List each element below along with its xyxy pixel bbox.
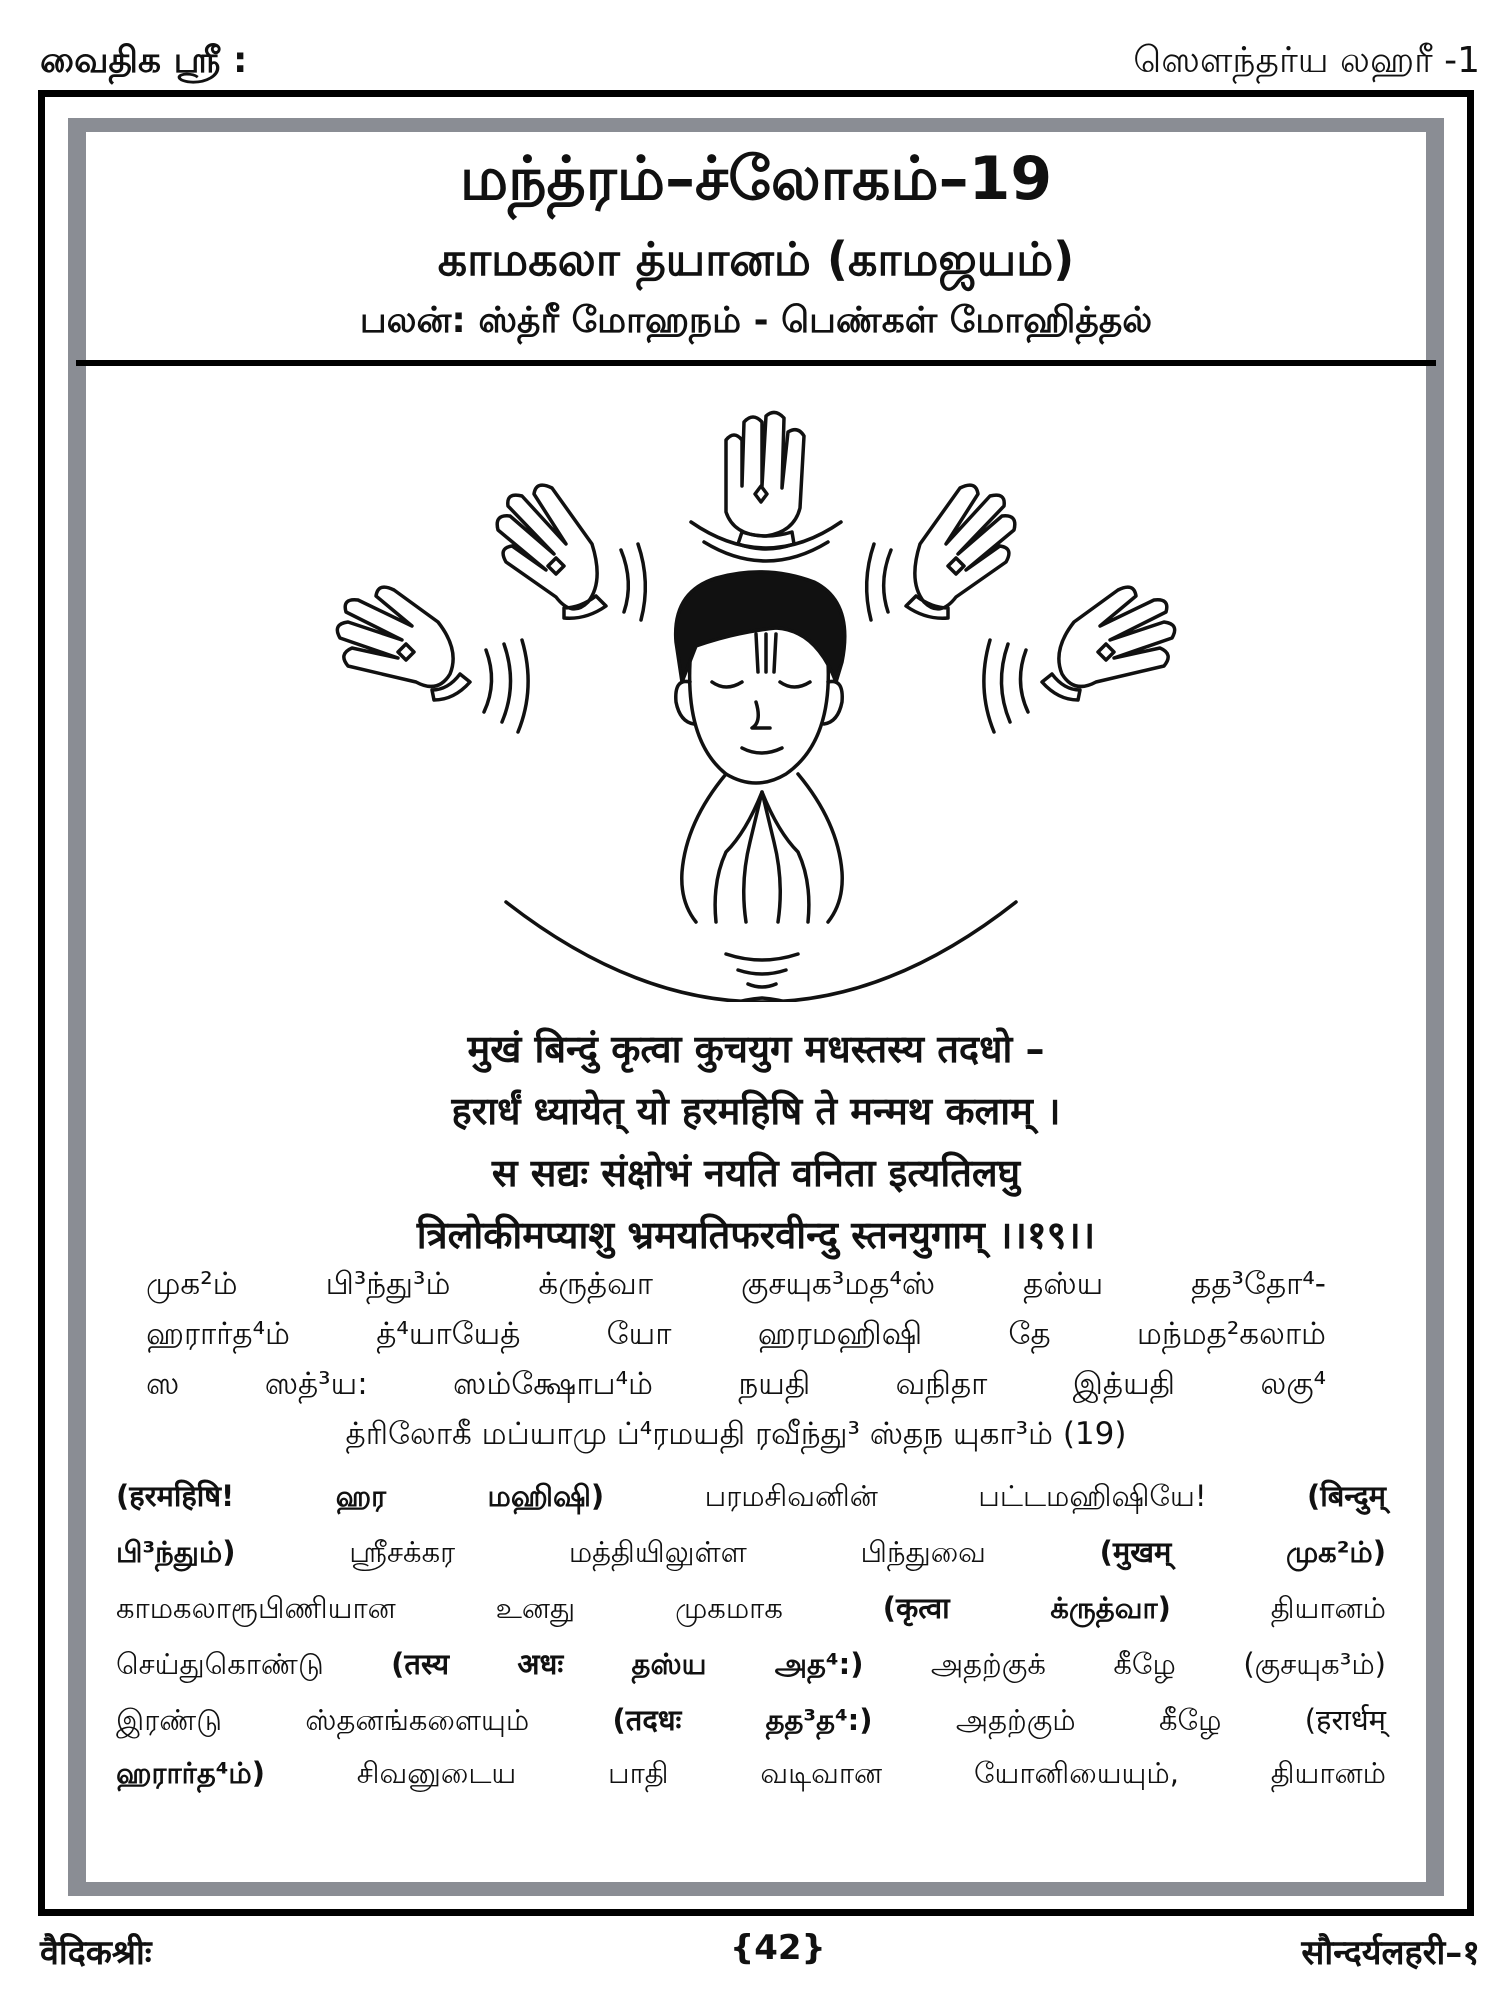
running-footer-left: वैदिकश्रीः <box>40 1933 152 1973</box>
commentary-line: (हरमहिषि! ஹர மஹிஷி) பரமசிவனின் பட்டமஹிஷியே! (बिन्दुम् <box>116 1479 1387 1513</box>
transliteration-line-3: ஸ ஸத்³ய: ஸம்க்ஷோப⁴ம் நயதி வநிதா இத்யதி லகு⁴ <box>146 1366 1326 1402</box>
commentary-line: இரண்டு ஸ்தனங்களையும் (तदधः தத³த⁴:) அதற்கும் கீழே (हरार्धम् <box>116 1703 1386 1737</box>
sanskrit-line-1: मुखं बिन्दुं कृत्वा कुचयुग मधस्तस्य तदधो – <box>467 1027 1045 1071</box>
palm-icon-upper-left <box>497 485 645 620</box>
page-number: {42} <box>730 1928 826 1968</box>
commentary-line: செய்துகொண்டு (तस्य अधः தஸ்ய அத⁴:) அதற்குக் கீழே (குசயுக³ம்) <box>116 1647 1386 1681</box>
sanskrit-line-3: स सद्यः संक्षोभं नयति वनिता इत्यतिलघु <box>491 1151 1021 1195</box>
sanskrit-line-2: हरार्धं ध्यायेत् यो हरमहिषि ते मन्मथ कलाम् । <box>451 1089 1061 1133</box>
palm-icon-upper-right <box>867 485 1015 620</box>
content-panel <box>86 132 1426 1882</box>
sanskrit-line-4: त्रिलोकीमप्याशु भ्रमयतिफरवीन्दु स्तनयुगाम् ।।१९।। <box>416 1213 1096 1257</box>
transliteration-line-4: த்ரிலோகீ மப்யாமு ப்⁴ரமயதி ரவீந்து³ ஸ்தந யுகா³ம் (19) <box>345 1416 1127 1452</box>
benefit-line: பலன்: ஸ்த்ரீ மோஹநம் - பெண்கள் மோஹித்தல் <box>359 300 1153 341</box>
running-header-left: வைதிக ஸ்ரீ : <box>40 40 248 81</box>
transliteration-line-1: முக²ம் பி³ந்து³ம் க்ருத்வா குசயுக³மத⁴ஸ் தஸ்ய தத³தோ⁴- <box>146 1266 1326 1302</box>
title-divider <box>76 360 1436 366</box>
page-subtitle: காமகலா த்யானம் (காமஜயம்) <box>437 232 1075 286</box>
palm-icon-left <box>337 587 528 732</box>
running-header-right: ஸௌந்தர்ய லஹரீ -1 <box>1133 40 1480 81</box>
running-footer-right: सौन्दर्यलहरी–१ <box>1301 1933 1480 1973</box>
commentary-line: ஹரார்த⁴ம்) சிவனுடைய பாதி வடிவான யோனியையும், தியானம் <box>116 1756 1386 1790</box>
meditation-illustration <box>86 382 1426 1002</box>
commentary-line: பி³ந்தும்) ஸ்ரீசக்கர மத்தியிலுள்ள பிந்துவை (मुखम् முக²ம்) <box>116 1535 1386 1569</box>
transliteration-line-2: ஹரார்த⁴ம் த்⁴யாயேத் யோ ஹரமஹிஷி தே மந்மத²கலாம் <box>146 1316 1326 1352</box>
meditating-face <box>676 572 845 783</box>
page-title: மந்த்ரம்–ச்லோகம்–19 <box>459 144 1053 214</box>
palm-icon-top <box>691 412 841 561</box>
joined-hands <box>682 774 842 922</box>
palm-icon-right <box>984 587 1175 732</box>
commentary-line: காமகலாரூபிணியான உனது முகமாக (कृत्वा க்ருத்வா) தியானம் <box>116 1591 1386 1625</box>
